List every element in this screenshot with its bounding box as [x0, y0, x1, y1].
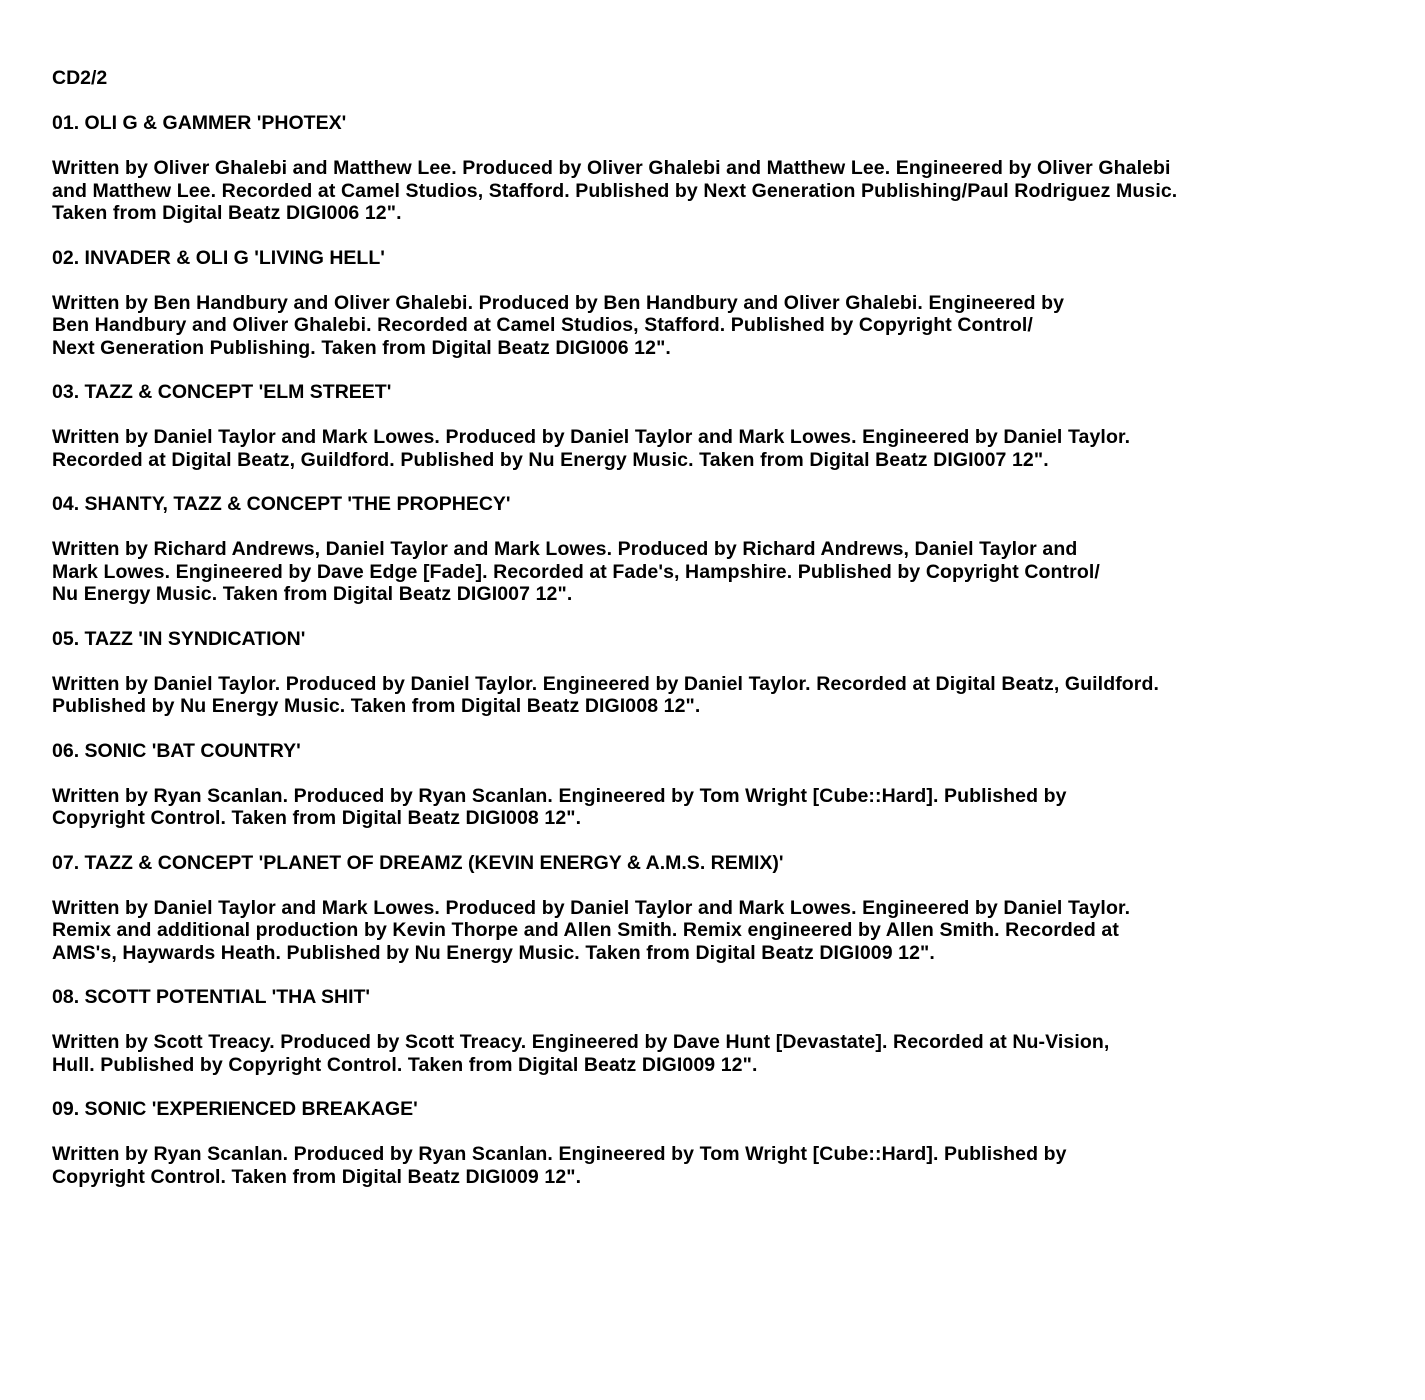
- track-credits: [52, 157, 1392, 225]
- track-09: [52, 1098, 1392, 1188]
- credit-line: Copyright Control. Taken from Digital Beatz DIGI009 12".: [52, 1165, 582, 1188]
- credit-line: Mark Lowes. Engineered by Dave Edge [Fade]. Recorded at Fade's, Hampshire. Published by Copyright Control/: [52, 560, 1100, 583]
- track-credits: [52, 1143, 1392, 1188]
- credit-line: Written by Scott Treacy. Produced by Scott Treacy. Engineered by Dave Hunt [Devastate]. Recorded at Nu-Vision,: [52, 1031, 1110, 1053]
- track-credits: [52, 538, 1392, 606]
- track-08: [52, 986, 1392, 1076]
- credit-line: Written by Daniel Taylor. Produced by Daniel Taylor. Engineered by Daniel Taylor. Recorded at Digital Beatz, Guildford.: [52, 672, 1160, 695]
- track-title: 05. TAZZ 'IN SYNDICATION': [52, 627, 306, 650]
- track-02: [52, 247, 1392, 360]
- track-title: 09. SONIC 'EXPERIENCED BREAKAGE': [52, 1098, 418, 1120]
- credit-line: Ben Handbury and Oliver Ghalebi. Recorded at Camel Studios, Stafford. Published by Copyright Control/: [52, 314, 1033, 336]
- track-title: 06. SONIC 'BAT COUNTRY': [52, 739, 301, 762]
- disc-label: CD2/2: [52, 67, 108, 89]
- track-title: 02. INVADER & OLI G 'LIVING HELL': [52, 246, 385, 269]
- track-credits: [52, 292, 1392, 360]
- track-credits: [52, 673, 1392, 718]
- credit-line: Copyright Control. Taken from Digital Beatz DIGI008 12".: [52, 807, 582, 829]
- track-04: [52, 493, 1392, 606]
- credit-line: Written by Ryan Scanlan. Produced by Ryan Scanlan. Engineered by Tom Wright [Cube::Hard]. Published by: [52, 784, 1067, 807]
- track-title: 03. TAZZ & CONCEPT 'ELM STREET': [52, 381, 392, 403]
- track-title: 01. OLI G & GAMMER 'PHOTEX': [52, 112, 347, 134]
- credit-line: AMS's, Haywards Heath. Published by Nu Energy Music. Taken from Digital Beatz DIGI009 12".: [52, 941, 935, 964]
- track-07: [52, 852, 1392, 965]
- track-credits: [52, 426, 1392, 471]
- track-06: [52, 740, 1392, 830]
- track-05: [52, 628, 1392, 718]
- track-title: 08. SCOTT POTENTIAL 'THA SHIT': [52, 986, 371, 1008]
- track-03: [52, 381, 1392, 471]
- credit-line: Written by Daniel Taylor and Mark Lowes. Produced by Daniel Taylor and Mark Lowes. Engineered by Daniel Taylor.: [52, 896, 1131, 919]
- liner-notes-page: [52, 67, 1392, 1210]
- track-credits: [52, 785, 1392, 830]
- track-01: [52, 112, 1392, 225]
- credit-line: Published by Nu Energy Music. Taken from Digital Beatz DIGI008 12".: [52, 695, 701, 717]
- credit-line: Hull. Published by Copyright Control. Taken from Digital Beatz DIGI009 12".: [52, 1053, 758, 1076]
- credit-line: Written by Ben Handbury and Oliver Ghalebi. Produced by Ben Handbury and Oliver Ghalebi. Engineered by: [52, 291, 1065, 314]
- credit-line: Written by Ryan Scanlan. Produced by Ryan Scanlan. Engineered by Tom Wright [Cube::Hard]. Published by: [52, 1143, 1067, 1165]
- credit-line: Written by Richard Andrews, Daniel Taylor and Mark Lowes. Produced by Richard Andrews, Daniel Taylor and: [52, 538, 1078, 560]
- credit-line: and Matthew Lee. Recorded at Camel Studios, Stafford. Published by Next Generation Publishing/Paul Rodriguez Music.: [52, 179, 1178, 202]
- credit-line: Remix and additional production by Kevin Thorpe and Allen Smith. Remix engineered by Allen Smith. Recorded at: [52, 919, 1119, 941]
- track-title: 04. SHANTY, TAZZ & CONCEPT 'THE PROPHECY': [52, 493, 511, 515]
- credit-line: Next Generation Publishing. Taken from Digital Beatz DIGI006 12".: [52, 336, 671, 359]
- credit-line: Written by Oliver Ghalebi and Matthew Lee. Produced by Oliver Ghalebi and Matthew Lee. Engineered by Oliver Ghalebi: [52, 157, 1171, 179]
- credit-line: Taken from Digital Beatz DIGI006 12".: [52, 202, 402, 224]
- track-credits: [52, 1031, 1392, 1076]
- track-credits: [52, 897, 1392, 965]
- credit-line: Written by Daniel Taylor and Mark Lowes. Produced by Daniel Taylor and Mark Lowes. Engineered by Daniel Taylor.: [52, 426, 1131, 448]
- credit-line: Nu Energy Music. Taken from Digital Beatz DIGI007 12".: [52, 583, 573, 605]
- credit-line: Recorded at Digital Beatz, Guildford. Published by Nu Energy Music. Taken from Digital Beatz DIGI007 12".: [52, 448, 1049, 471]
- track-title: 07. TAZZ & CONCEPT 'PLANET OF DREAMZ (KEVIN ENERGY & A.M.S. REMIX)': [52, 851, 784, 874]
